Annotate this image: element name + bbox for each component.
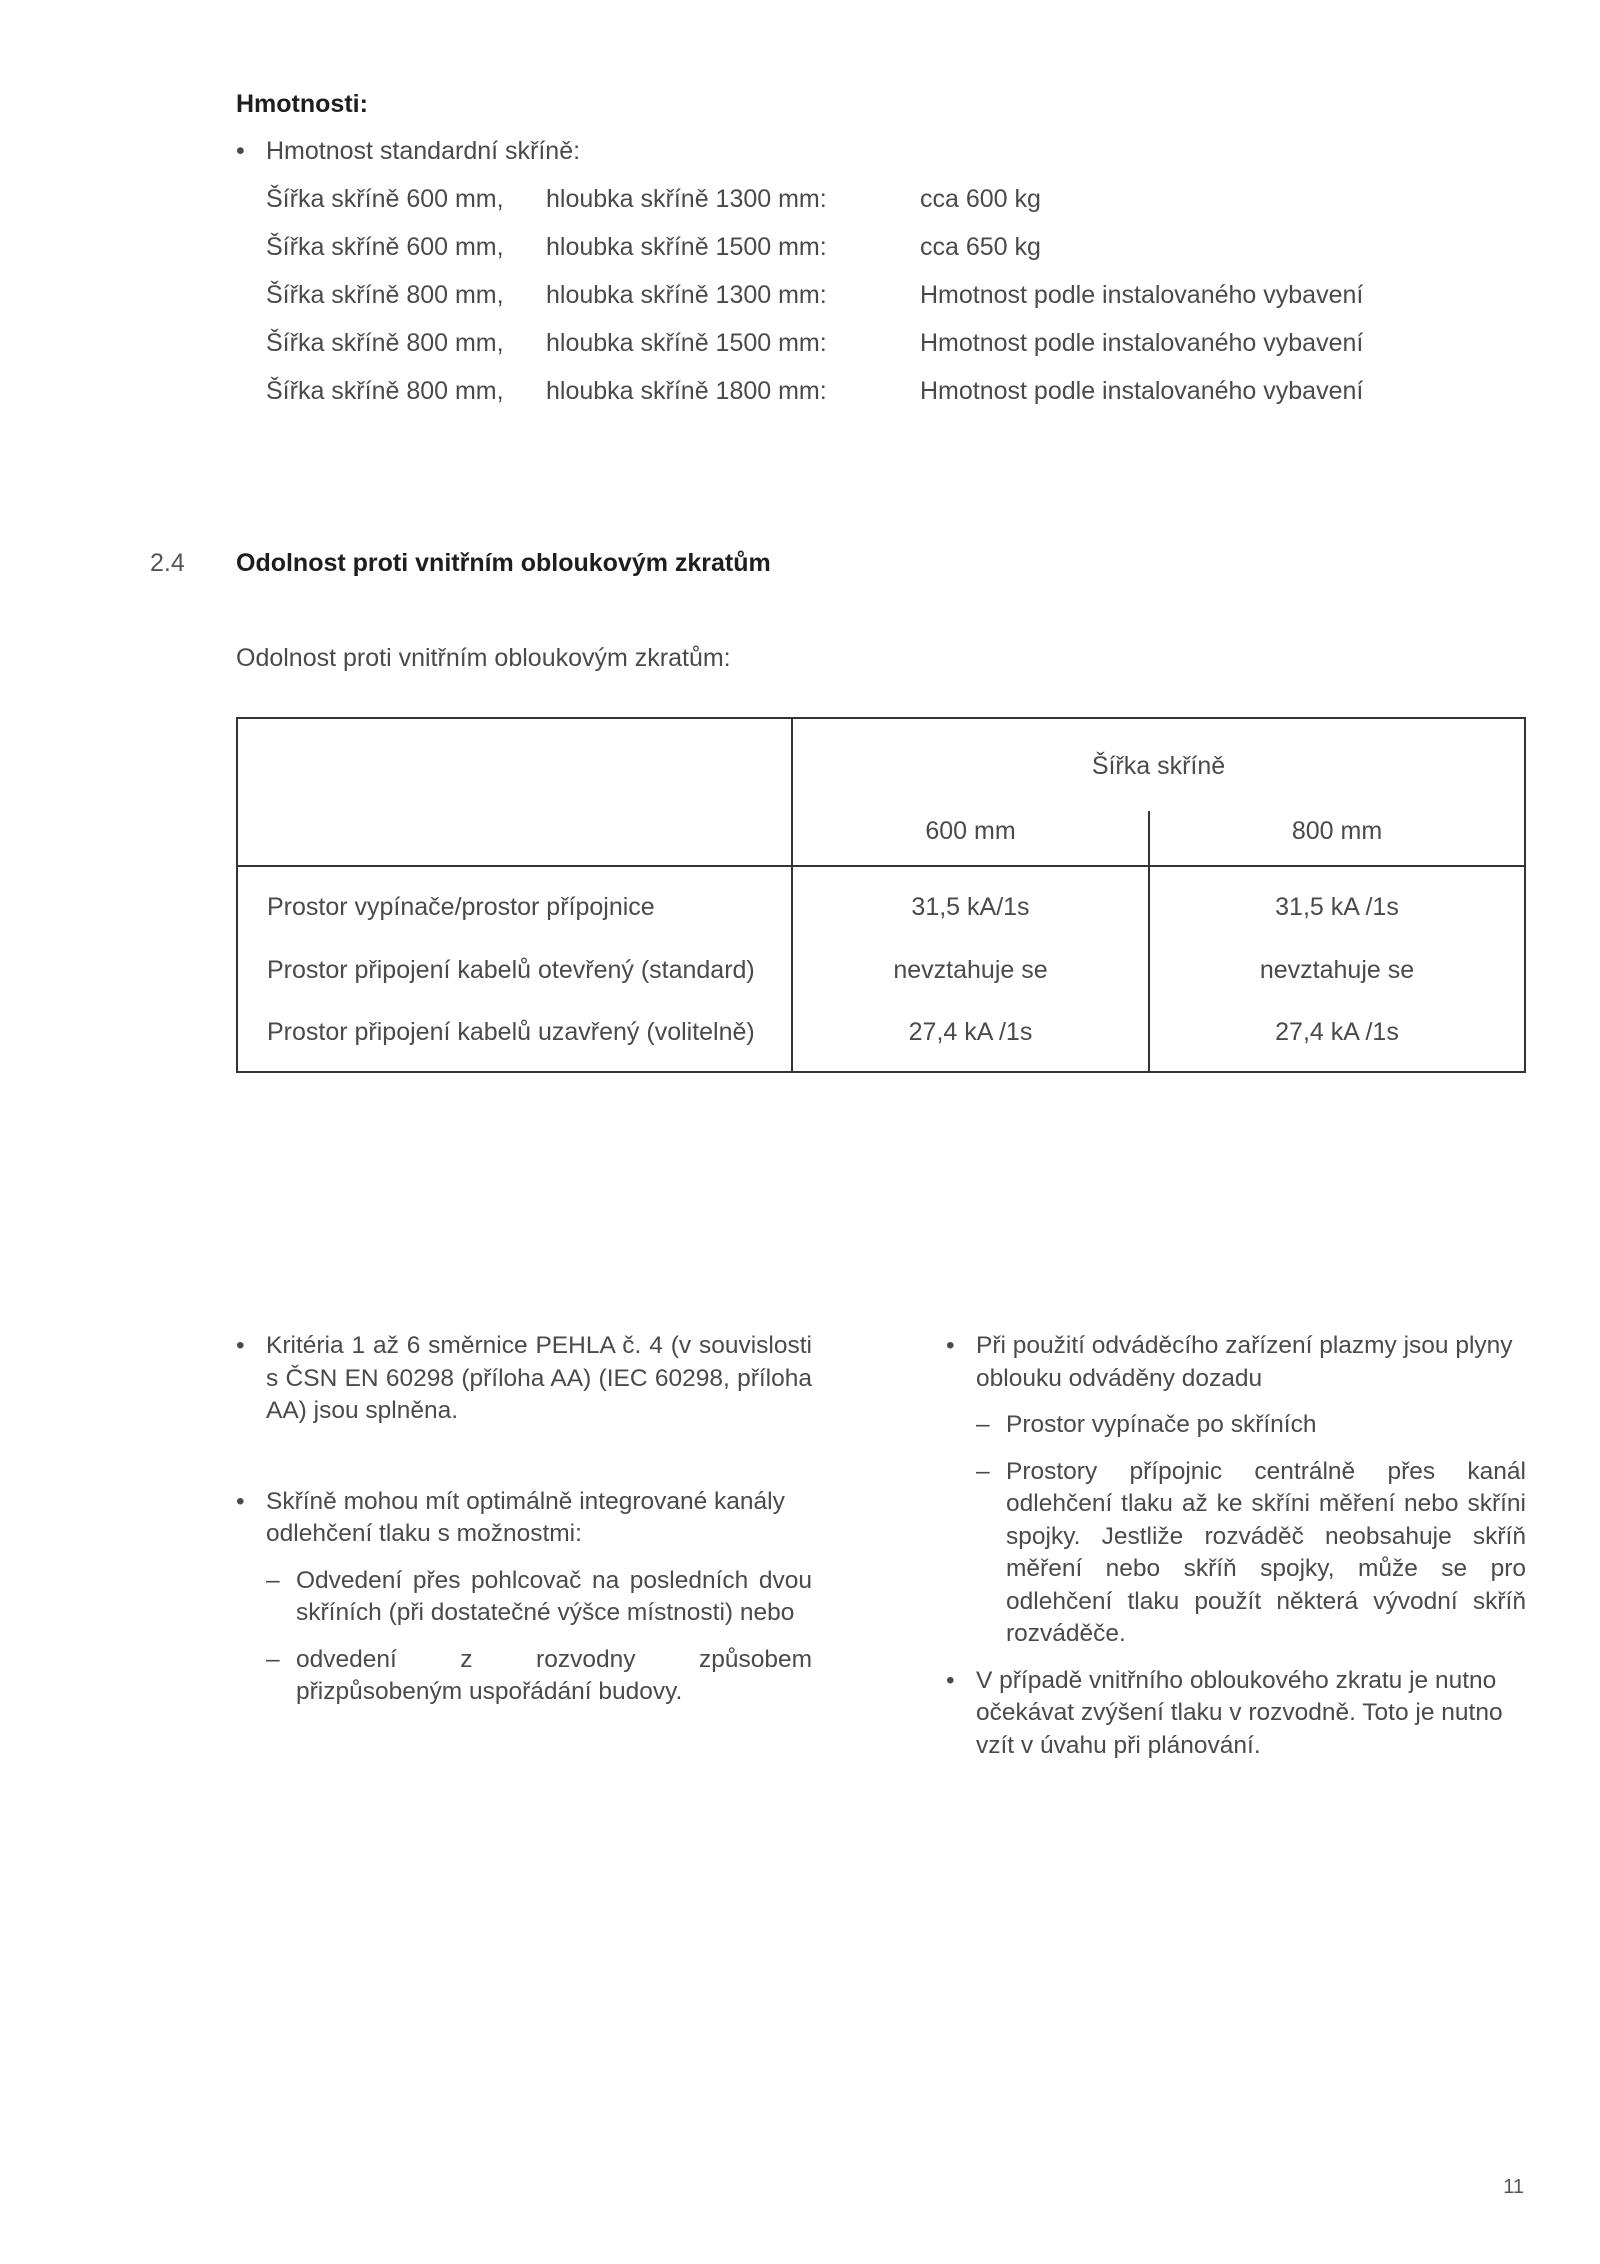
dash-marker: – [976, 1457, 990, 1485]
row-width: Šířka skříně 800 mm, [266, 377, 504, 405]
bullet-dot: • [236, 1487, 245, 1515]
row-depth: hloubka skříně 1300 mm: [546, 281, 827, 309]
bullet-dot: • [236, 1332, 245, 1359]
row-depth: hloubka skříně 1300 mm: [546, 185, 827, 213]
weights-bullet [236, 135, 1036, 167]
table-cell: 31,5 kA/1s [911, 893, 1030, 921]
table-cell: 31,5 kA /1s [1275, 893, 1399, 921]
table-col-header-600: 600 mm [925, 817, 1016, 845]
right-column [946, 1330, 1526, 1762]
bullet-dot: • [946, 1332, 955, 1359]
section-intro: Odolnost proti vnitřním obloukovým zkratům: [236, 644, 731, 672]
bullet-dot: • [236, 137, 245, 165]
weights-bullet-label: Hmotnost standardní skříně: [266, 137, 581, 165]
row-width: Šířka skříně 600 mm, [266, 185, 504, 213]
item-text: V případě vnitřního obloukového zkratu je nutno očekávat zvýšení tlaku v rozvodně. Toto je nutno vzít v úvahu při plánování. [976, 1666, 1503, 1759]
section-title: Odolnost proti vnitřním obloukovým zkratům [236, 549, 771, 577]
row-value: Hmotnost podle instalovaného vybavení [920, 377, 1364, 405]
section-number: 2.4 [150, 549, 185, 577]
row-value: cca 650 kg [920, 233, 1041, 261]
weights-heading: Hmotnosti: [236, 90, 368, 118]
item-text: Skříně mohou mít optimálně integrované kanály odlehčení tlaku s možnostmi: [266, 1487, 785, 1547]
list-item [946, 1330, 1526, 1395]
row-width: Šířka skříně 800 mm, [266, 281, 504, 309]
row-depth: hloubka skříně 1500 mm: [546, 329, 827, 357]
table-cell: 27,4 kA /1s [1275, 1018, 1399, 1046]
dash-marker: – [266, 1566, 280, 1594]
table-row-label: Prostor připojení kabelů uzavřený (volitelně) [267, 1018, 755, 1046]
table-row-label: Prostor vypínače/prostor přípojnice [267, 893, 655, 921]
item-text: Prostory přípojnic centrálně přes kanál odlehčení tlaku až ke skříni měření nebo skříni spojky. Jestliže rozváděč neobsahuje skříň měření nebo skříň spojky, může se pro odlehčení tlaku použít některá vývodní skříň rozváděče. [1006, 1457, 1526, 1647]
item-text: Při použití odváděcího zařízení plazmy jsou plyny oblouku odváděny dozadu [976, 1332, 1513, 1392]
list-subitem [976, 1409, 1526, 1442]
bullet-dot: • [946, 1666, 955, 1694]
left-column [236, 1330, 812, 1709]
list-item [236, 1330, 812, 1428]
arc-fault-table [236, 717, 1526, 1073]
row-depth: hloubka skříně 1800 mm: [546, 377, 827, 405]
table-cell: 27,4 kA /1s [908, 1018, 1033, 1046]
item-text: Kritéria 1 až 6 směrnice PEHLA č. 4 (v souvislosti s ČSN EN 60298 (příloha AA) (IEC 60298, příloha AA) jsou splněna. [266, 1332, 812, 1424]
dash-marker: – [266, 1645, 280, 1673]
table-divider [238, 865, 1524, 867]
list-subitem [266, 1644, 812, 1709]
item-text: Prostor vypínače po skříních [1006, 1411, 1317, 1438]
row-width: Šířka skříně 800 mm, [266, 329, 504, 357]
item-text: odvedení z rozvodny způsobem přizpůsobeným uspořádání budovy. [296, 1645, 812, 1705]
list-subitem [266, 1565, 812, 1630]
table-group-header: Šířka skříně [1091, 752, 1226, 780]
row-depth: hloubka skříně 1500 mm: [546, 233, 827, 261]
dash-marker: – [976, 1411, 990, 1438]
table-cell: nevztahuje se [1259, 956, 1415, 984]
row-value: cca 600 kg [920, 185, 1041, 213]
table-col-header-800: 800 mm [1291, 817, 1383, 845]
table-row-label: Prostor připojení kabelů otevřený (standard) [267, 956, 755, 984]
item-text: Odvedení přes pohlcovač na posledních dvou skříních (při dostatečné výšce místnosti) nebo [296, 1566, 812, 1626]
row-value: Hmotnost podle instalovaného vybavení [920, 281, 1364, 309]
list-subitem [976, 1456, 1526, 1651]
row-width: Šířka skříně 600 mm, [266, 233, 504, 261]
page-number: 11 [1503, 2176, 1524, 2198]
list-item [236, 1486, 812, 1551]
row-value: Hmotnost podle instalovaného vybavení [920, 329, 1364, 357]
table-cell: nevztahuje se [893, 956, 1048, 984]
list-item [946, 1665, 1526, 1763]
